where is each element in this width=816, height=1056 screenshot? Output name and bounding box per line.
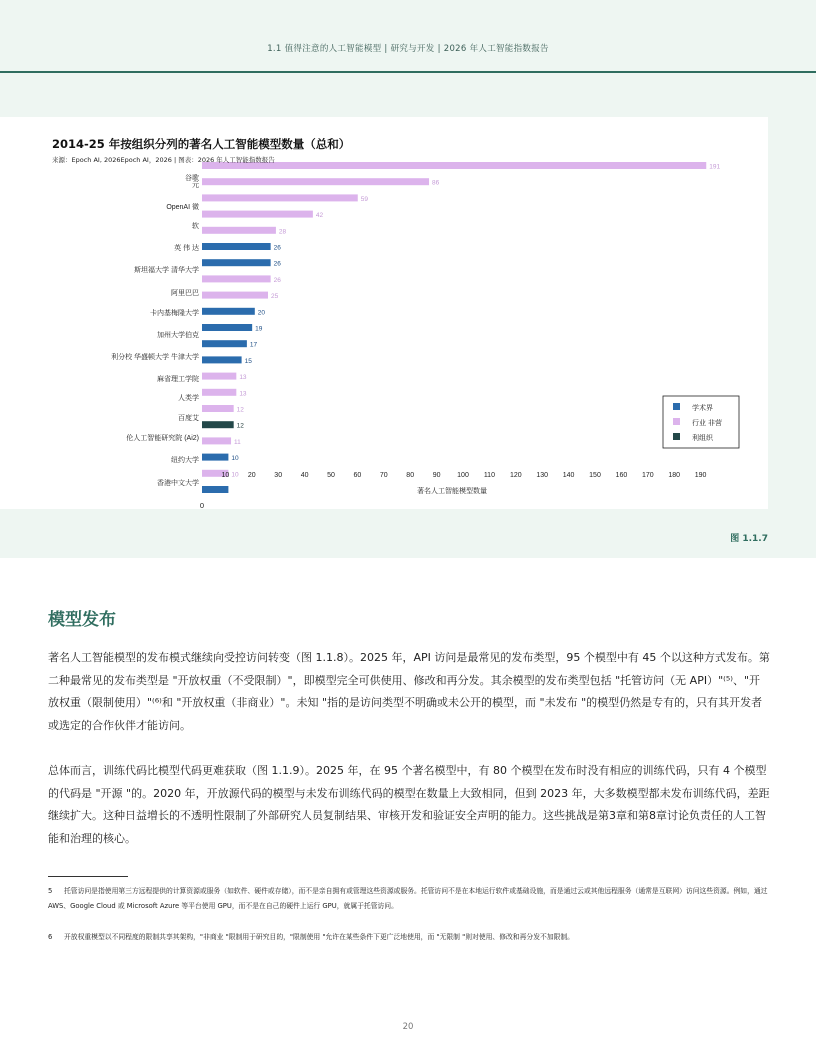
footnote-6 [48, 930, 770, 945]
bar-value-label: 59 [360, 195, 368, 203]
footnote-number: 6 [48, 933, 53, 941]
bar-value-label: 86 [432, 179, 440, 187]
legend-swatch [673, 418, 680, 425]
x-tick-label: 10 [221, 472, 230, 479]
legend-label: 行业 非营 [692, 420, 722, 427]
category-label: 加州大学伯克 [157, 332, 199, 339]
footnote-number: 5 [48, 887, 53, 895]
x-tick-label: 130 [536, 472, 549, 479]
bar-value-label: 13 [239, 374, 247, 382]
bar-value-label: 11 [234, 438, 241, 446]
category-label: 麻省理工学院 [157, 376, 199, 383]
x-tick-label: 160 [615, 472, 628, 479]
category-label: 元 [192, 182, 199, 189]
category-label: 人类学 [178, 395, 199, 402]
chart-title: 2014-25 年按组织分列的著名人工智能模型数量（总和） [52, 137, 351, 151]
bar-value-label: 10 [231, 471, 239, 479]
bar [202, 437, 231, 444]
legend-swatch [673, 433, 680, 440]
paragraph-release-patterns: 著名人工智能模型的发布模式继续向受控访问转变（图 1.1.8）。2025 年，API 访问是最常见的发布类型，95 个模型中有 45 个以这种方式发布。第二种最常见的发布类型是 "开放权重（不受限制）"，即模型完全可供使用、修改和再分发。其余模型的发布类型包括 "托管访问（无 API）"⁽⁵⁾、"开放权重（限制使用）"⁽⁶⁾和 "开放权重（非商业）"。未知 "指的是访问类型不明确或未公开的模型，而 "未发布 "的模型仍然是专有的，只有其开发者或选定的合作伙伴才能访问。 [48, 651, 770, 732]
bar [202, 162, 706, 169]
x-axis-title: 著名人工智能模型数量 [417, 488, 487, 495]
x-tick-label: 20 [247, 472, 256, 479]
bar [202, 243, 271, 250]
bar-value-label: 191 [709, 163, 721, 171]
x-tick-label: 50 [327, 472, 335, 479]
bar-value-label: 25 [271, 293, 279, 301]
bar [202, 389, 236, 396]
category-label: 伦人工智能研究院 (Ai2) [126, 435, 199, 442]
bar [202, 275, 271, 282]
bar-value-label: 10 [231, 455, 239, 463]
x-tick-label: 80 [406, 472, 415, 479]
bar [202, 292, 268, 299]
bar [202, 308, 255, 315]
bar [202, 356, 242, 363]
bar-value-label: 12 [236, 406, 244, 414]
x-tick-label: 70 [379, 472, 388, 479]
paragraph-training-code: 总体而言，训练代码比模型代码更难获取（图 1.1.9）。2025 年，在 95 个著名模型中，有 80 个模型在发布时没有相应的训练代码，只有 4 个模型的代码是 "开源 "的。2020 年，开放源代码的模型与未发布训练代码的模型在数量上大致相同，但到 2023 年，大多数模型都未发布训练代码，差距继续扩大。这种日益增长的不透明性限制了外部研究人员复制结果、审核开发和验证安全声明的能力。这些挑战是第3章和第8章讨论负责任的人工智能和治理的核心。 [48, 764, 770, 845]
x-tick-label: 60 [353, 472, 362, 479]
bar-value-label: 12 [236, 422, 244, 430]
category-label: 卡内基梅隆大学 [150, 310, 199, 317]
bar [202, 227, 276, 234]
footnote-text: 开放权重模型以不同程度的限制共享其架构，"非商业 "限制用于研究目的，"限制使用 "允许在某些条件下更广泛地使用，而 "无限制 "则对使用、修改和再分发不加限制。 [64, 933, 574, 941]
footnote-divider [48, 876, 128, 877]
bar [202, 405, 234, 412]
bar-value-label: 26 [273, 260, 281, 268]
figure-label: 图 1.1.7 [730, 534, 768, 544]
bar [202, 486, 228, 493]
x-tick-label: 30 [274, 472, 283, 479]
legend-swatch [673, 403, 680, 410]
category-label: 利分校 华盛顿大学 牛津大学 [111, 354, 199, 361]
bar-value-label: 26 [273, 276, 281, 284]
header-rule [0, 71, 816, 73]
legend-label: 利组织 [692, 435, 713, 442]
legend-label: 学术界 [692, 405, 713, 412]
bar [202, 454, 228, 461]
footnote-text: 托管访问是指使用第三方远程提供的计算资源或服务（如软件、硬件或存储），而不是亲自拥有或管理这些资源或服务。托管访问不是在本地运行软件或基础设施，而是通过云或其他远程服务（通常是互联网）访问这些资源。例如，通过 AWS、Google Cloud 或 Microsoft Azure 等平台使用 GPU，而不是在自己的硬件上运行 GPU，就属于托管访问。 [48, 887, 768, 910]
bar-value-label: 28 [278, 228, 287, 236]
category-label: 香港中文大学 [157, 480, 199, 487]
x-tick-label: 170 [641, 472, 654, 479]
bar-value-label: 15 [244, 357, 252, 365]
bar [202, 178, 429, 185]
x-tick-label: 100 [457, 472, 469, 479]
x-tick-label: 190 [694, 472, 707, 479]
x-tick-label: 90 [432, 472, 441, 479]
section-title: 模型发布 [48, 610, 116, 630]
category-label: 纽约大学 [171, 457, 199, 464]
bar-value-label: 42 [315, 212, 324, 220]
footnote-5 [48, 884, 770, 914]
bar-value-label: 17 [249, 341, 258, 349]
bar-value-label: 20 [257, 309, 266, 317]
chart-source: 来源：Epoch AI, 2026Epoch AI，2026 | 图表：2026 年人工智能指数报告 [52, 156, 275, 164]
x-tick-label: 150 [589, 472, 601, 479]
bar [202, 211, 313, 218]
x-zero-label: 0 [199, 501, 205, 509]
bar-value-label: 26 [273, 244, 281, 252]
bar-chart [0, 117, 768, 509]
x-tick-label: 140 [562, 472, 575, 479]
bar [202, 340, 247, 347]
bar [202, 194, 358, 201]
page-number: 20 [402, 1022, 414, 1032]
x-tick-label: 180 [668, 472, 681, 479]
category-label: 英 伟 达 [174, 245, 199, 252]
category-label: 谷歌 [185, 175, 199, 182]
bar [202, 324, 252, 331]
x-tick-label: 110 [483, 472, 495, 479]
category-label: OpenAI 微 [166, 204, 199, 211]
category-label: 斯坦福大学 清华大学 [134, 267, 199, 274]
bar [202, 259, 271, 266]
running-header: 1.1 值得注意的人工智能模型 | 研究与开发 | 2026 年人工智能指数报告 [267, 44, 549, 54]
category-label: 阿里巴巴 [171, 290, 199, 297]
bar [202, 373, 236, 380]
bar [202, 421, 234, 428]
category-label: 软 [192, 223, 199, 230]
category-label: 百度艾 [178, 415, 199, 422]
x-tick-label: 120 [509, 472, 522, 479]
bar-value-label: 13 [239, 390, 247, 398]
x-tick-label: 40 [300, 472, 309, 479]
bar-value-label: 19 [255, 325, 263, 333]
